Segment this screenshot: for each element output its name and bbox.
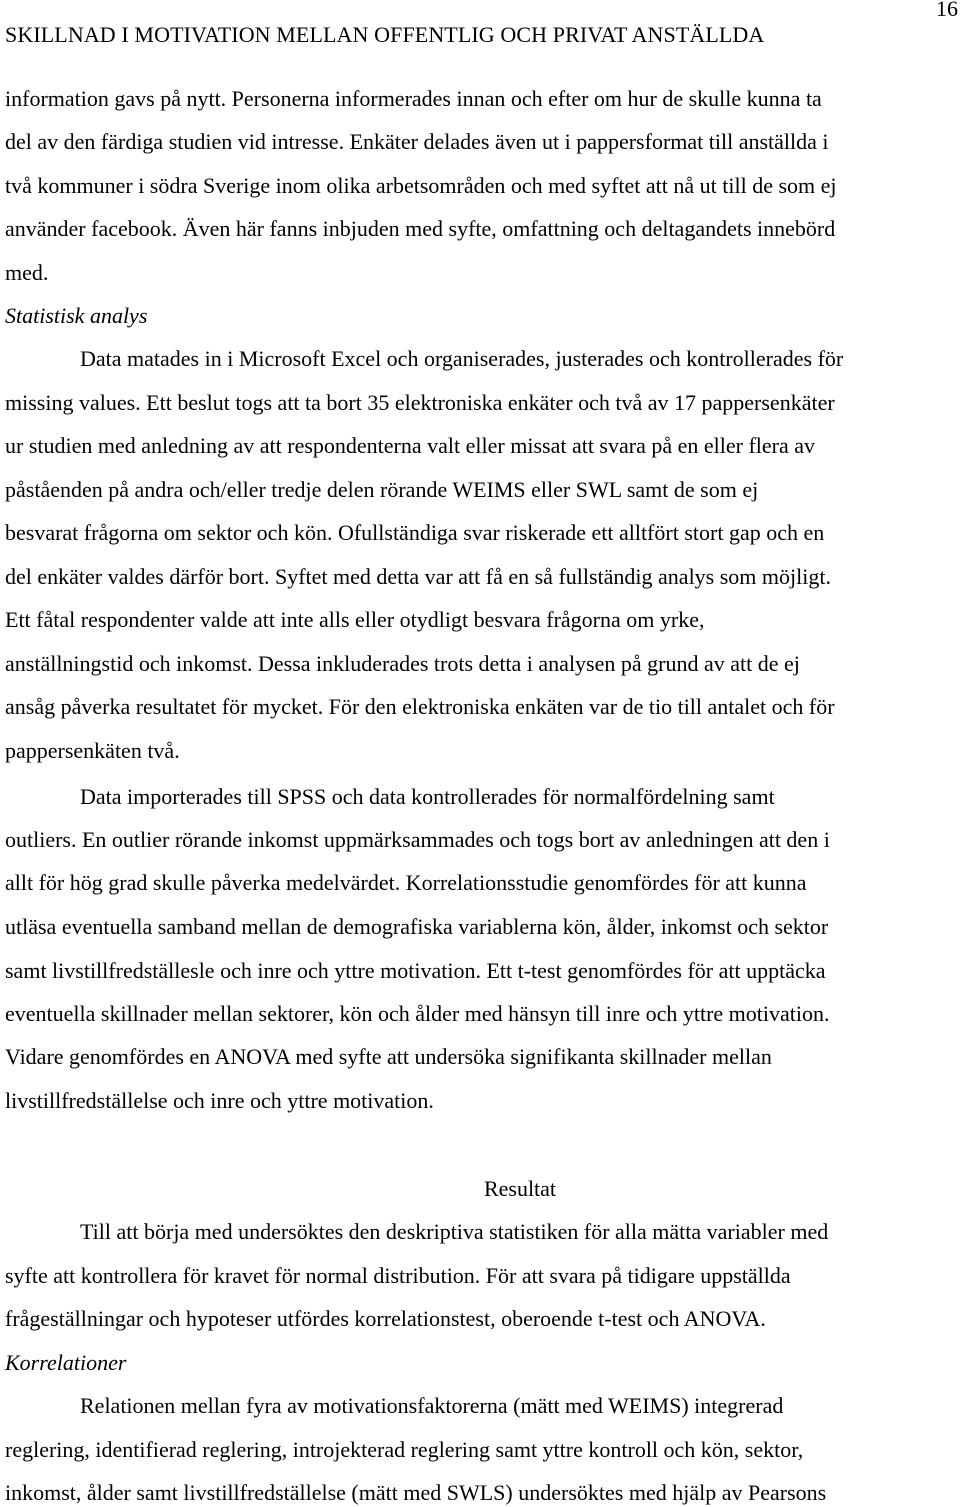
body-line: missing values. Ett beslut togs att ta bort 35 elektroniska enkäter och två av 17 pappersenkäter [5,390,835,415]
page-number: 16 [936,0,958,21]
body-line: allt för hög grad skulle påverka medelvärdet. Korrelationsstudie genomfördes för att kunna [5,870,807,895]
body-line: Data matades in i Microsoft Excel och organiserades, justerades och kontrollerades för [80,346,844,371]
body-line: del enkäter valdes därför bort. Syftet med detta var att få en så fullständig analys som möjligt. [5,564,831,589]
body-line: anställningstid och inkomst. Dessa inkluderades trots detta i analysen på grund av att de ej [5,651,800,676]
body-line: pappersenkäten två. [5,738,180,763]
body-line: påståenden på andra och/eller tredje delen rörande WEIMS eller SWL samt de som ej [5,477,759,502]
body-line: Ett fåtal respondenter valde att inte alls eller otydligt besvara frågorna om yrke, [5,607,705,632]
body-line: syfte att kontrollera för kravet för normal distribution. För att svara på tidigare uppställda [5,1263,791,1288]
body-line: utläsa eventuella samband mellan de demografiska variablerna kön, ålder, inkomst och sektor [5,914,829,939]
body-line: samt livstillfredställesle och inre och yttre motivation. Ett t-test genomfördes för att upptäcka [5,958,826,983]
body-line: använder facebook. Även här fanns inbjuden med syfte, omfattning och deltagandets innebörd [5,216,836,241]
body-line: outliers. En outlier rörande inkomst uppmärksammades och togs bort av anledningen att den i [5,827,830,852]
body-line: frågeställningar och hypoteser utfördes korrelationstest, oberoende t-test och ANOVA. [5,1306,766,1331]
body-line: ur studien med anledning av att respondenterna valt eller missat att svara på en eller flera av [5,433,816,458]
body-line: Vidare genomfördes en ANOVA med syfte att undersöka signifikanta skillnader mellan [5,1044,772,1069]
body-line: livstillfredställelse och inre och yttre motivation. [5,1088,434,1113]
section-heading-korrelationer: Korrelationer [5,1350,127,1375]
body-line: Till att börja med undersöktes den deskriptiva statistiken för alla mätta variabler med [80,1219,829,1244]
body-line: reglering, identifierad reglering, introjekterad reglering samt yttre kontroll och kön, sektor, [5,1437,804,1462]
body-line: Data importerades till SPSS och data kontrollerades för normalfördelning samt [80,784,775,809]
body-line: eventuella skillnader mellan sektorer, kön och ålder med hänsyn till inre och yttre motivation. [5,1001,830,1026]
body-line: besvarat frågorna om sektor och kön. Ofullständiga svar riskerade ett alltfört stort gap och en [5,520,825,545]
body-line: information gavs på nytt. Personerna informerades innan och efter om hur de skulle kunna ta [5,86,822,111]
body-line: med. [5,260,49,285]
body-line: ansåg påverka resultatet för mycket. För den elektroniska enkäten var de tio till antalet och för [5,694,835,719]
body-line: två kommuner i södra Sverige inom olika arbetsområden och med syftet att nå ut till de som ej [5,173,837,198]
section-heading-statistisk-analys: Statistisk analys [5,303,148,328]
body-line: Relationen mellan fyra av motivationsfaktorerna (mätt med WEIMS) integrerad [80,1393,784,1418]
section-heading-resultat: Resultat [483,1176,557,1201]
running-head: SKILLNAD I MOTIVATION MELLAN OFFENTLIG OCH PRIVAT ANSTÄLLDA [5,22,765,47]
body-line: inkomst, ålder samt livstillfredställelse (mätt med SWLS) undersöktes med hjälp av Pearsons [5,1480,827,1505]
body-line: del av den färdiga studien vid intresse. Enkäter delades även ut i pappersformat till anställda i [5,129,829,154]
